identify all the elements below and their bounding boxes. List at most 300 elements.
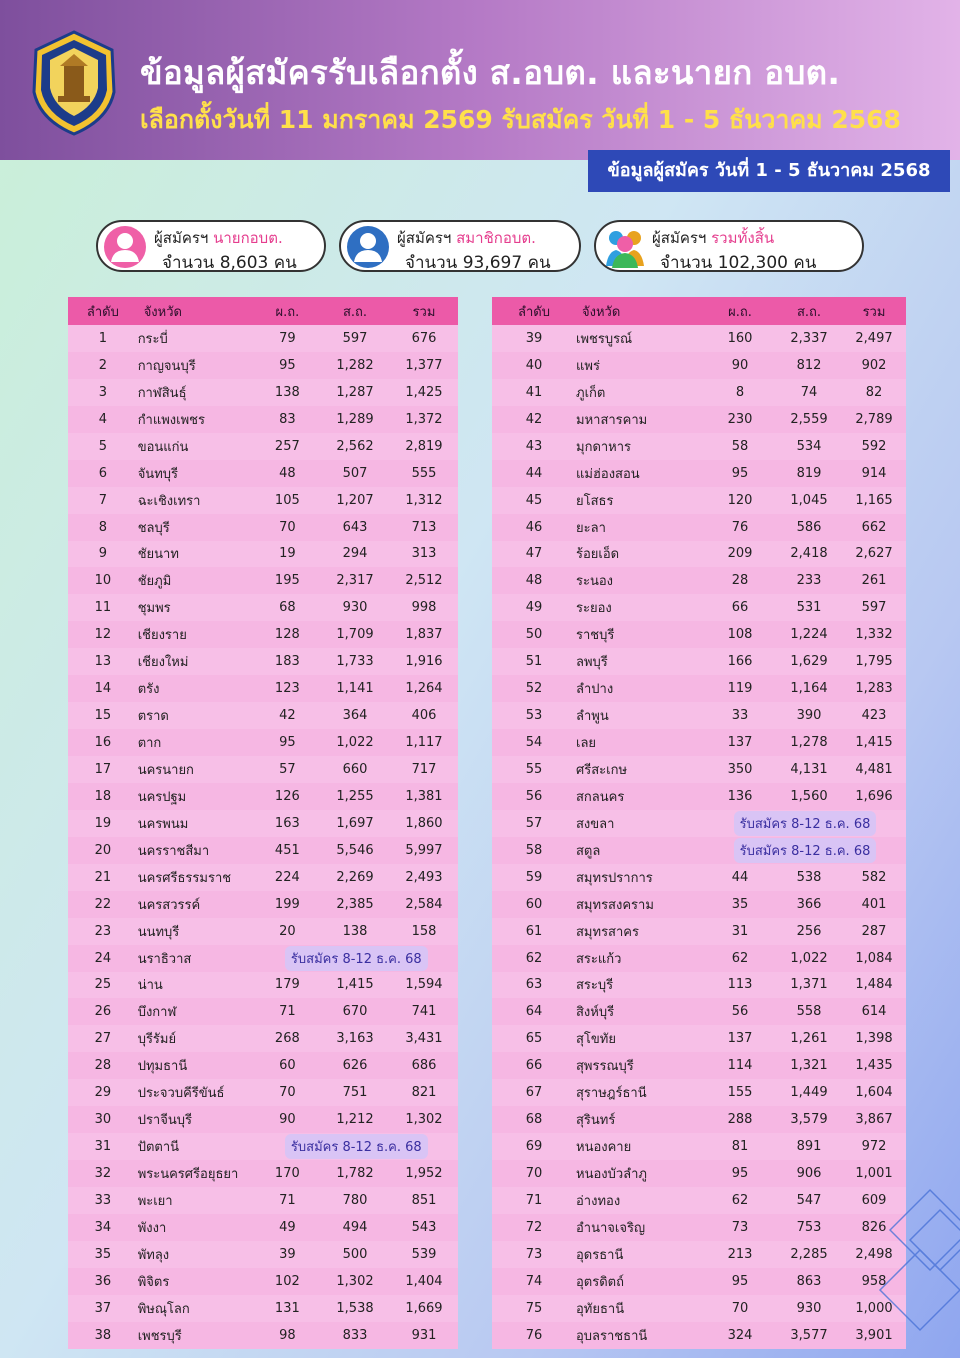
index-cell: 71 [492,1187,576,1214]
province-cell: แม่ฮ่องสอน [576,460,704,487]
value-cell [704,810,906,837]
value-cell: 294 [320,541,390,568]
table-row [492,594,906,621]
value-cell: 1,629 [776,648,842,675]
table-right [492,297,906,1349]
value-cell: 31 [704,918,776,945]
decorative-diamonds-icon [870,1170,960,1350]
province-cell: กำแพงเพชร [138,406,255,433]
value-cell: 209 [704,541,776,568]
index-cell: 56 [492,783,576,810]
table-row [68,433,458,460]
index-cell: 32 [68,1160,138,1187]
value-cell: 3,579 [776,1106,842,1133]
value-cell: 2,337 [776,325,842,352]
value-cell: 2,385 [320,891,390,918]
value-cell: 90 [255,1106,320,1133]
value-cell: 1,415 [842,729,906,756]
value-cell: 1,289 [320,406,390,433]
value-cell: 1,381 [390,783,458,810]
table-row [492,998,906,1025]
column-header: ส.ถ. [320,297,390,325]
value-cell: 1,398 [842,1025,906,1052]
value-cell: 81 [704,1133,776,1160]
value-cell: 1,001 [842,1160,906,1187]
value-cell: 780 [320,1187,390,1214]
province-cell: เพชรบุรี [138,1322,255,1349]
value-cell [704,837,906,864]
value-cell: 163 [255,810,320,837]
value-cell: 914 [842,460,906,487]
index-cell: 57 [492,810,576,837]
value-cell: 753 [776,1214,842,1241]
value-cell: 350 [704,756,776,783]
value-cell: 95 [255,729,320,756]
index-cell: 60 [492,891,576,918]
value-cell: 1,045 [776,487,842,514]
value-cell: 28 [704,567,776,594]
date-banner: ข้อมูลผู้สมัคร วันที่ 1 - 5 ธันวาคม 2568 [588,150,950,192]
value-cell: 3,577 [776,1322,842,1349]
table-row [492,1160,906,1187]
value-cell: 1,916 [390,648,458,675]
table-left [68,297,458,1349]
province-cell: ปราจีนบุรี [138,1106,255,1133]
value-cell: 35 [704,891,776,918]
table-row [68,1214,458,1241]
value-cell: 1,415 [320,972,390,999]
province-cell: สมุทรสาคร [576,918,704,945]
value-cell: 57 [255,756,320,783]
table-row [492,864,906,891]
value-cell: 958 [842,1268,906,1295]
index-cell: 26 [68,998,138,1025]
column-header: ลำดับ [492,297,576,325]
table-row [68,406,458,433]
value-cell: 42 [255,702,320,729]
value-cell: 686 [390,1052,458,1079]
index-cell: 38 [68,1322,138,1349]
summary-pill [339,220,581,272]
value-cell: 662 [842,514,906,541]
value-cell: 4,481 [842,756,906,783]
value-cell: 534 [776,433,842,460]
index-cell: 28 [68,1052,138,1079]
table-row [492,325,906,352]
province-cell: ลำพูน [576,702,704,729]
province-cell: ตรัง [138,675,255,702]
table-row [492,702,906,729]
column-header: รวม [390,297,458,325]
index-cell: 72 [492,1214,576,1241]
value-cell: 1,782 [320,1160,390,1187]
value-cell: 20 [255,918,320,945]
index-cell: 42 [492,406,576,433]
province-cell: ปัตตานี [138,1133,255,1160]
value-cell: 1,282 [320,352,390,379]
value-cell: 60 [255,1052,320,1079]
value-cell: 1,332 [842,621,906,648]
value-cell: 547 [776,1187,842,1214]
table-row [492,837,906,864]
value-cell: 73 [704,1214,776,1241]
index-cell: 17 [68,756,138,783]
value-cell: 1,560 [776,783,842,810]
table-row [492,621,906,648]
index-cell: 59 [492,864,576,891]
value-cell: 531 [776,594,842,621]
province-cell: เลย [576,729,704,756]
value-cell: 586 [776,514,842,541]
index-cell: 52 [492,675,576,702]
index-cell: 24 [68,945,138,972]
province-cell: อุบลราชธานี [576,1322,704,1349]
value-cell: 930 [320,594,390,621]
index-cell: 73 [492,1241,576,1268]
province-cell: ชุมพร [138,594,255,621]
value-cell: 324 [704,1322,776,1349]
column-header: ส.ถ. [776,297,842,325]
table-row [68,756,458,783]
value-cell: 155 [704,1079,776,1106]
value-cell: 4,131 [776,756,842,783]
table-row [492,729,906,756]
value-cell: 102 [255,1268,320,1295]
value-cell: 812 [776,352,842,379]
value-cell: 1,538 [320,1295,390,1322]
column-header: ผ.ถ. [704,297,776,325]
table-row [68,325,458,352]
value-cell: 66 [704,594,776,621]
table-row [492,1295,906,1322]
province-cell: พระนครศรีอยุธยา [138,1160,255,1187]
table-row [492,1187,906,1214]
value-cell: 313 [390,541,458,568]
value-cell: 423 [842,702,906,729]
table-row [68,1106,458,1133]
value-cell: 62 [704,945,776,972]
table-row [68,972,458,999]
value-cell: 119 [704,675,776,702]
value-cell: 1,224 [776,621,842,648]
value-cell: 136 [704,783,776,810]
value-cell: 2,627 [842,541,906,568]
registration-note: รับสมัคร 8-12 ธ.ค. 68 [285,946,428,971]
table-row [68,702,458,729]
province-cell: ฉะเชิงเทรา [138,487,255,514]
value-cell: 257 [255,433,320,460]
table-row [68,648,458,675]
table-row [492,891,906,918]
index-cell: 55 [492,756,576,783]
group-icon [602,226,644,268]
value-cell: 972 [842,1133,906,1160]
value-cell [255,1133,458,1160]
province-cell: อ่างทอง [576,1187,704,1214]
index-cell: 5 [68,433,138,460]
value-cell: 1,435 [842,1052,906,1079]
province-cell: นครสวรรค์ [138,891,255,918]
table-row [68,1052,458,1079]
value-cell: 538 [776,864,842,891]
province-cell: นครนายก [138,756,255,783]
index-cell: 8 [68,514,138,541]
province-cell: ศรีสะเกษ [576,756,704,783]
province-cell: ราชบุรี [576,621,704,648]
index-cell: 70 [492,1160,576,1187]
value-cell: 1,312 [390,487,458,514]
table-row [68,1160,458,1187]
table-row [68,1295,458,1322]
value-cell: 500 [320,1241,390,1268]
value-cell: 1,287 [320,379,390,406]
province-cell: กาฬสินธุ์ [138,379,255,406]
column-header: รวม [842,297,906,325]
index-cell: 31 [68,1133,138,1160]
province-cell: พัทลุง [138,1241,255,1268]
value-cell: 2,498 [842,1241,906,1268]
table-row [492,1268,906,1295]
table-row [68,594,458,621]
value-cell: 95 [704,1160,776,1187]
value-cell: 931 [390,1322,458,1349]
value-cell: 288 [704,1106,776,1133]
value-cell: 597 [320,325,390,352]
province-cell: สุพรรณบุรี [576,1052,704,1079]
value-cell [255,945,458,972]
index-cell: 20 [68,837,138,864]
value-cell: 851 [390,1187,458,1214]
province-cell: ชัยภูมิ [138,567,255,594]
person-icon [347,226,389,268]
province-cell: สิงห์บุรี [576,998,704,1025]
index-cell: 61 [492,918,576,945]
value-cell: 2,269 [320,864,390,891]
value-cell: 179 [255,972,320,999]
value-cell: 2,584 [390,891,458,918]
index-cell: 50 [492,621,576,648]
index-cell: 53 [492,702,576,729]
province-cell: ร้อยเอ็ด [576,541,704,568]
index-cell: 19 [68,810,138,837]
province-cell: สมุทรสงคราม [576,891,704,918]
value-cell: 131 [255,1295,320,1322]
value-cell: 717 [390,756,458,783]
table-row [68,1133,458,1160]
value-cell: 558 [776,998,842,1025]
index-cell: 48 [492,567,576,594]
value-cell: 83 [255,406,320,433]
table-row [492,918,906,945]
value-cell: 287 [842,918,906,945]
value-cell: 58 [704,433,776,460]
value-cell: 48 [255,460,320,487]
index-cell: 46 [492,514,576,541]
table-row [68,837,458,864]
province-cell: ระนอง [576,567,704,594]
column-header: จังหวัด [138,297,255,325]
table-row [68,541,458,568]
table-row [492,972,906,999]
index-cell: 43 [492,433,576,460]
index-cell: 4 [68,406,138,433]
value-cell: 609 [842,1187,906,1214]
value-cell: 1,261 [776,1025,842,1052]
value-cell: 98 [255,1322,320,1349]
value-cell: 1,321 [776,1052,842,1079]
value-cell: 256 [776,918,842,945]
value-cell: 105 [255,487,320,514]
province-cell: ตราด [138,702,255,729]
value-cell: 819 [776,460,842,487]
value-cell: 1,425 [390,379,458,406]
province-cell: ลพบุรี [576,648,704,675]
table-row [492,567,906,594]
province-cell: สกลนคร [576,783,704,810]
province-cell: นครราชสีมา [138,837,255,864]
index-cell: 47 [492,541,576,568]
value-cell: 390 [776,702,842,729]
table-row [492,1025,906,1052]
province-cell: ขอนแก่น [138,433,255,460]
province-cell: สระแก้ว [576,945,704,972]
province-cell: สุรินทร์ [576,1106,704,1133]
index-cell: 14 [68,675,138,702]
value-cell: 138 [320,918,390,945]
value-cell: 1,669 [390,1295,458,1322]
index-cell: 75 [492,1295,576,1322]
value-cell: 826 [842,1214,906,1241]
value-cell: 79 [255,325,320,352]
table-row [492,1052,906,1079]
value-cell: 713 [390,514,458,541]
value-cell: 166 [704,648,776,675]
value-cell: 1,302 [320,1268,390,1295]
value-cell: 2,559 [776,406,842,433]
index-cell: 13 [68,648,138,675]
table-row [492,945,906,972]
value-cell: 95 [704,460,776,487]
table-row [68,1241,458,1268]
table-row [68,352,458,379]
index-cell: 74 [492,1268,576,1295]
value-cell: 1,212 [320,1106,390,1133]
table-row [68,810,458,837]
value-cell: 3,867 [842,1106,906,1133]
index-cell: 69 [492,1133,576,1160]
value-cell: 626 [320,1052,390,1079]
value-cell: 364 [320,702,390,729]
province-cell: อำนาจเจริญ [576,1214,704,1241]
value-cell: 1,141 [320,675,390,702]
column-header: ผ.ถ. [255,297,320,325]
table-row [68,918,458,945]
index-cell: 45 [492,487,576,514]
index-cell: 49 [492,594,576,621]
value-cell: 160 [704,325,776,352]
value-cell: 543 [390,1214,458,1241]
value-cell: 614 [842,998,906,1025]
index-cell: 27 [68,1025,138,1052]
value-cell: 597 [842,594,906,621]
value-cell: 2,562 [320,433,390,460]
table-row [492,352,906,379]
value-cell: 3,163 [320,1025,390,1052]
registration-note: รับสมัคร 8-12 ธ.ค. 68 [285,1134,428,1159]
value-cell: 1,594 [390,972,458,999]
province-cell: อุทัยธานี [576,1295,704,1322]
index-cell: 16 [68,729,138,756]
header [0,0,960,160]
index-cell: 39 [492,325,576,352]
table-row [492,810,906,837]
province-cell: นนทบุรี [138,918,255,945]
value-cell: 68 [255,594,320,621]
province-cell: เพชรบูรณ์ [576,325,704,352]
province-cell: บุรีรัมย์ [138,1025,255,1052]
summary-count: จำนวน 93,697 คน [405,253,551,273]
table-row [68,1187,458,1214]
value-cell: 406 [390,702,458,729]
index-cell: 11 [68,594,138,621]
value-cell: 95 [255,352,320,379]
province-cell: นครพนม [138,810,255,837]
value-cell: 670 [320,998,390,1025]
value-cell: 1,000 [842,1295,906,1322]
index-cell: 33 [68,1187,138,1214]
summary-count: จำนวน 8,603 คน [162,253,297,273]
value-cell: 1,484 [842,972,906,999]
value-cell: 2,497 [842,325,906,352]
value-cell: 224 [255,864,320,891]
province-cell: สุราษฎร์ธานี [576,1079,704,1106]
province-cell: ภูเก็ต [576,379,704,406]
value-cell: 230 [704,406,776,433]
table-row [492,379,906,406]
value-cell: 643 [320,514,390,541]
value-cell: 1,709 [320,621,390,648]
ect-logo-icon [28,30,120,136]
column-header: จังหวัด [576,297,704,325]
person-icon [104,226,146,268]
value-cell: 863 [776,1268,842,1295]
value-cell: 1,255 [320,783,390,810]
province-cell: ยโสธร [576,487,704,514]
value-cell: 76 [704,514,776,541]
value-cell: 5,546 [320,837,390,864]
province-cell: ชัยนาท [138,541,255,568]
value-cell: 120 [704,487,776,514]
table-row [492,1079,906,1106]
value-cell: 183 [255,648,320,675]
value-cell: 138 [255,379,320,406]
value-cell: 39 [255,1241,320,1268]
province-cell: นราธิวาส [138,945,255,972]
value-cell: 1,117 [390,729,458,756]
table-row [492,1106,906,1133]
province-cell: เชียงใหม่ [138,648,255,675]
value-cell: 44 [704,864,776,891]
value-cell: 3,431 [390,1025,458,1052]
province-cell: ประจวบคีรีขันธ์ [138,1079,255,1106]
value-cell: 49 [255,1214,320,1241]
value-cell: 451 [255,837,320,864]
index-cell: 34 [68,1214,138,1241]
value-cell: 930 [776,1295,842,1322]
index-cell: 66 [492,1052,576,1079]
table-row [68,514,458,541]
table-row [68,567,458,594]
